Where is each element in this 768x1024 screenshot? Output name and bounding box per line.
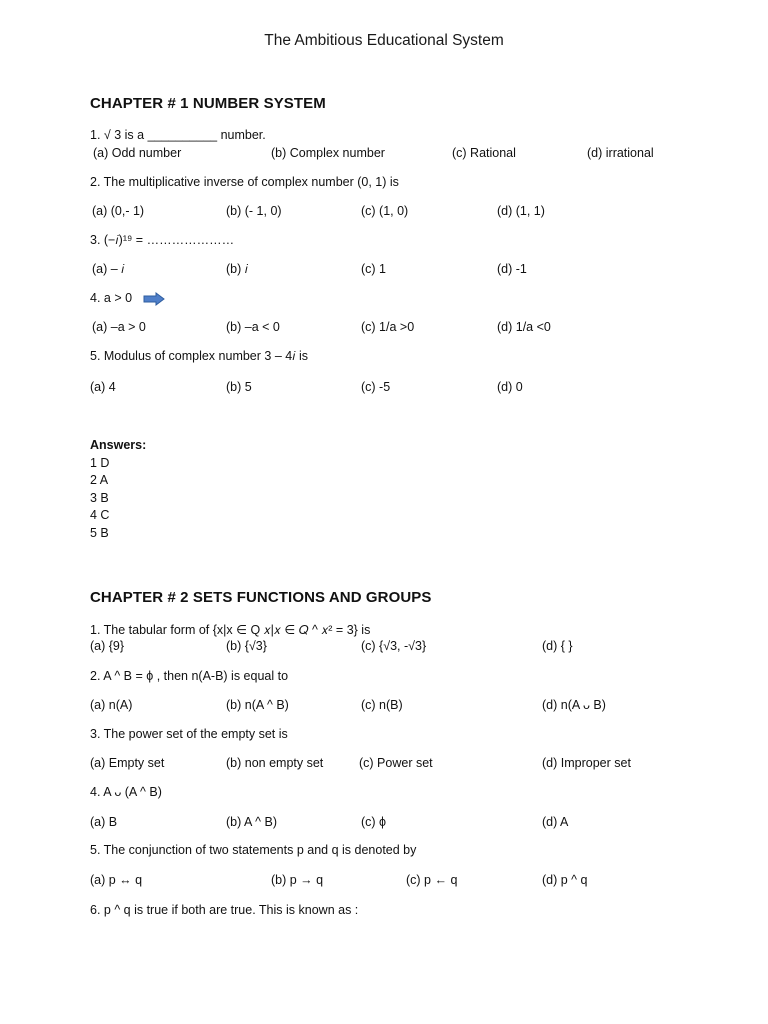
right-arrow-icon [143, 292, 165, 306]
ch1-q4-option-b: (b) –a < 0 [226, 320, 280, 334]
ch1-q3-option-d: (d) -1 [497, 262, 527, 276]
ch2-q3-option-d: (d) Improper set [542, 756, 631, 770]
ch2-question-5: 5. The conjunction of two statements p and q is denoted by [90, 843, 417, 857]
ch1-q2-option-b: (b) (- 1, 0) [226, 204, 282, 218]
ch1-q1-option-d: (d) irrational [587, 146, 654, 160]
ch2-q5-option-b: (b) p → q [271, 873, 324, 887]
ch1-q5-option-c: (c) -5 [361, 380, 391, 394]
ch1-q1-option-a: (a) Odd number [93, 146, 182, 160]
ch2-question-4: 4. A ᴗ (A ^ B) [90, 785, 162, 799]
ch2-q1-option-a: (a) {9} [90, 639, 125, 653]
ch2-q3-option-b: (b) non empty set [226, 756, 324, 770]
ch1-q5-option-b: (b) 5 [226, 380, 252, 394]
ch2-q1-option-c: (c) {√3, -√3} [361, 639, 427, 653]
ch2-question-6: 6. p ^ q is true if both are true. This is known as : [90, 903, 359, 917]
ch2-q5-option-a: (a) p ↔ q [90, 873, 143, 887]
ch2-q4-option-c: (c) ϕ [361, 815, 387, 829]
ch1-q4-option-a: (a) –a > 0 [92, 320, 146, 334]
ch1-q1-option-b: (b) Complex number [271, 146, 385, 160]
ch2-q2-option-d: (d) n(A ᴗ B) [542, 698, 606, 712]
ch2-q2-option-b: (b) n(A ^ B) [226, 698, 289, 712]
ch2-question-1: 1. The tabular form of {x|x ∈ Q 𝑥|𝑥 ∈ 𝑄 ^ 𝑥² = 3} is [90, 623, 371, 637]
ch1-question-3: 3. (−𝑖)¹⁹ = ………………… [90, 233, 235, 247]
ch2-q4-option-d: (d) A [542, 815, 569, 829]
chapter-2-title: CHAPTER # 2 SETS FUNCTIONS AND GROUPS [90, 589, 432, 606]
ch1-q4-option-d: (d) 1/a <0 [497, 320, 551, 334]
ch1-question-5: 5. Modulus of complex number 3 – 4𝑖 is [90, 349, 308, 363]
ch1-q4-option-c: (c) 1/a >0 [361, 320, 415, 334]
ch1-q3-option-b: (b) 𝑖 [226, 262, 249, 276]
answer-item: 4 C [90, 508, 110, 522]
ch2-q4-option-b: (b) A ^ B) [226, 815, 278, 829]
ch1-q3-option-c: (c) 1 [361, 262, 386, 276]
ch1-q2-option-c: (c) (1, 0) [361, 204, 409, 218]
ch1-q2-option-a: (a) (0,- 1) [92, 204, 145, 218]
ch2-q5-option-d: (d) p ^ q [542, 873, 588, 887]
answer-item: 2 A [90, 473, 109, 487]
answer-item: 5 B [90, 525, 109, 540]
ch1-q2-option-d: (d) (1, 1) [497, 204, 545, 218]
ch2-question-3: 3. The power set of the empty set is [90, 727, 288, 741]
ch1-question-4: 4. a > 0 [90, 291, 133, 305]
ch2-q2-option-a: (a) n(A) [90, 698, 133, 712]
ch2-q4-option-a: (a) B [90, 815, 118, 829]
ch1-question-2: 2. The multiplicative inverse of complex number (0, 1) is [90, 175, 399, 189]
ch1-q5-option-a: (a) 4 [90, 380, 116, 394]
ch1-q5-option-d: (d) 0 [497, 380, 523, 394]
answer-item: 1 D [90, 455, 110, 470]
ch1-q3-option-a: (a) – 𝑖 [92, 262, 125, 276]
ch2-q2-option-c: (c) n(B) [361, 698, 403, 712]
ch2-q1-option-b: (b) {√3} [226, 639, 267, 653]
ch2-q3-option-a: (a) Empty set [90, 756, 165, 770]
ch2-q1-option-d: (d) { } [542, 639, 573, 653]
answers-block [90, 437, 146, 542]
chapter-1-title: CHAPTER # 1 NUMBER SYSTEM [90, 95, 326, 112]
ch1-q1-option-c: (c) Rational [452, 146, 516, 160]
ch2-q3-option-c: (c) Power set [359, 756, 433, 770]
ch2-q5-option-c: (c) p ← q [406, 873, 458, 887]
answers-heading: Answers: [90, 438, 147, 452]
ch1-question-1: 1. √ 3 is a __________ number. [90, 128, 266, 142]
ch2-question-2: 2. A ^ B = ϕ , then n(A-B) is equal to [90, 669, 289, 683]
answer-item: 3 B [90, 490, 109, 505]
document-header: The Ambitious Educational System [264, 32, 504, 49]
